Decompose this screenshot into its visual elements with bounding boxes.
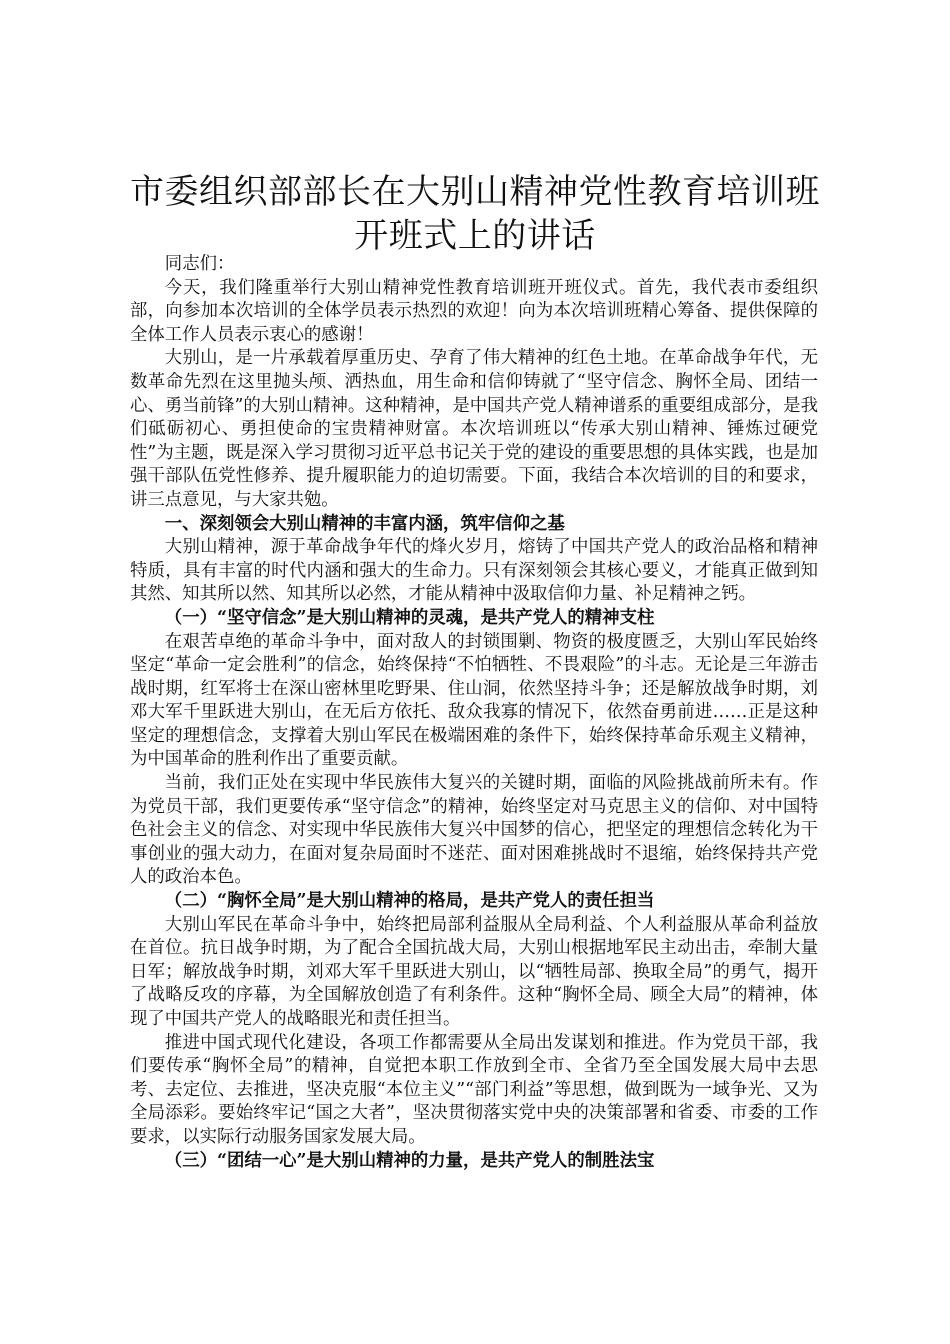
document-body	[130, 253, 818, 1173]
body-paragraph: 在艰苦卓绝的革命斗争中，面对敌人的封锁围剿、物资的极度匮乏，大别山军民始终坚定“革命一定会胜利”的信念，始终保持“不怕牺牲、不畏艰险”的斗志。无论是三年游击战时期，红军将士在深山密林里吃野果、住山洞，依然坚持斗争；还是解放战争时期，刘邓大军千里跃进大别山，在无后方依托、敌众我寡的情况下，依然奋勇前进……正是这种坚定的理想信念，支撑着大别山军民在极端困难的条件下，始终保持革命乐观主义精神，为中国革命的胜利作出了重要贡献。	[130, 631, 818, 770]
section-heading: （三）“团结一心”是大别山精神的力量，是共产党人的制胜法宝	[164, 1150, 655, 1171]
body-paragraph: 当前，我们正处在实现中华民族伟大复兴的关键时期，面临的风险挑战前所未有。作为党员干部，我们更要传承“坚守信念”的精神，始终坚定对马克思主义的信仰、对中国特色社会主义的信念、对实现中华民族伟大复兴中国梦的信心，把坚定的理想信念转化为干事创业的强大动力，在面对复杂局面时不迷茫、面对困难挑战时不退缩，始终保持共产党人的政治本色。	[130, 773, 818, 888]
section-heading: （二）“胸怀全局”是大别山精神的格局，是共产党人的责任担当	[164, 891, 655, 912]
body-paragraph: 大别山精神，源于革命战争年代的烽火岁月，熔铸了中国共产党人的政治品格和精神特质，具有丰富的时代内涵和强大的生命力。只有深刻领会其核心要义，才能真正做到知其然、知其所以然、知其所以必然，才能从精神中汲取信仰力量、补足精神之钙。	[130, 537, 818, 605]
title-line-2: 开班式上的讲话	[354, 216, 596, 256]
section-heading: 一、深刻领会大别山精神的丰富内涵，筑牢信仰之基	[164, 513, 565, 534]
body-paragraph: 推进中国式现代化建设，各项工作都需要从全局出发谋划和推进。作为党员干部，我们要传承“胸怀全局”的精神，自觉把本职工作放到全市、全省乃至全国发展大局中去思考、去定位、去推进，坚决克服“本位主义”“部门利益”等思想，做到既为一域争光、又为全局添彩。要始终牢记“国之大者”，坚决贯彻落实党中央的决策部署和省委、市委的工作要求，以实际行动服务国家发展大局。	[130, 1032, 818, 1147]
section-heading: （一）“坚守信念”是大别山精神的灵魂，是共产党人的精神支柱	[164, 607, 655, 628]
body-paragraph: 大别山军民在革命斗争中，始终把局部利益服从全局利益、个人利益服从革命利益放在首位。抗日战争时期，为了配合全国抗战大局，大别山根据地军民主动出击，牵制大量日军；解放战争时期，刘邓大军千里跃进大别山，以“牺牲局部、换取全局”的勇气，揭开了战略反攻的序幕，为全国解放创造了有利条件。这种“胸怀全局、顾全大局”的精神，体现了中国共产党人的战略眼光和责任担当。	[130, 914, 818, 1029]
document-title	[110, 170, 840, 258]
salutation: 同志们：	[164, 254, 235, 274]
body-paragraph: 大别山，是一片承载着厚重历史、孕育了伟大精神的红色土地。在革命战争年代，无数革命先烈在这里抛头颅、洒热血，用生命和信仰铸就了“坚守信念、胸怀全局、团结一心、勇当前锋”的大别山精神。这种精神，是中国共产党人精神谱系的重要组成部分，是我们砥砺初心、勇担使命的宝贵精神财富。本次培训班以“传承大别山精神、锤炼过硬党性”为主题，既是深入学习贯彻习近平总书记关于党的建设的重要思想的具体实践，也是加强干部队伍党性修养、提升履职能力的迫切需要。下面，我结合本次培训的目的和要求，讲三点意见，与大家共勉。	[130, 348, 818, 510]
title-line-1: 市委组织部部长在大别山精神党性教育培训班	[130, 172, 820, 212]
body-paragraph: 今天，我们隆重举行大别山精神党性教育培训班开班仪式。首先，我代表市委组织部，向参加本次培训的全体学员表示热烈的欢迎！向为本次培训班精心筹备、提供保障的全体工作人员表示衷心的感谢！	[130, 277, 818, 345]
